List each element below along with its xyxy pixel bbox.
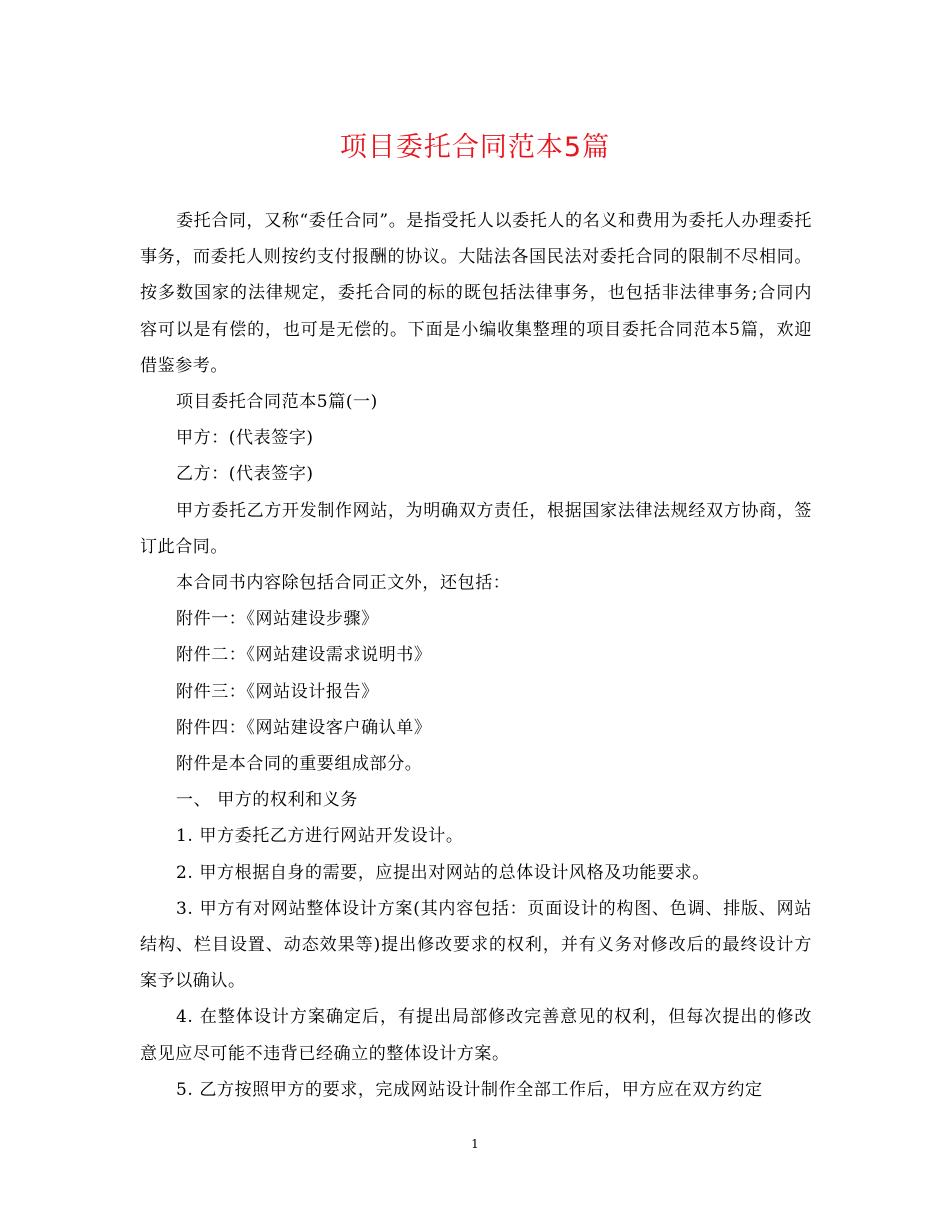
paragraph-contents: 本合同书内容除包括合同正文外，还包括： [176, 573, 511, 594]
paragraph-intro: 委托合同，又称“委任合同”。是指受托人以委托人的名义和费用为委托人办理委托事务，而委托人则按约支付报酬的协议。大陆法各国民法对委托合同的限制不尽相同。按多数国家的法律规定，委托合同的标的既包括法律事务，也包括非法律事务;合同内容可以是有偿的，也可是无偿的。下面是小编收集整理的项目委托合同范本5篇，欢迎借鉴参考。 [140, 211, 812, 376]
paragraph-purpose: 甲方委托乙方开发制作网站，为明确双方责任，根据国家法律法规经双方协商，签订此合同。 [140, 500, 812, 557]
clause-4: 4. 在整体设计方案确定后，有提出局部修改完善意见的权利，但每次提出的修改意见应尽可能不违背已经确立的整体设计方案。 [140, 1007, 812, 1064]
section-heading-party-a-rights: 一、 甲方的权利和义务 [176, 790, 359, 811]
clause-3: 3. 甲方有对网站整体设计方案(其内容包括：页面设计的构图、色调、排版、网站结构、栏目设置、动态效果等)提出修改要求的权利，并有义务对修改后的最终设计方案予以确认。 [140, 898, 812, 992]
paragraph-party-b: 乙方：(代表签字) [176, 464, 314, 485]
paragraph-attachment-1: 附件一：《网站建设步骤》 [176, 609, 379, 630]
paragraph-attachment-4: 附件四：《网站建设客户确认单》 [176, 717, 432, 738]
paragraph-contract-heading: 项目委托合同范本5篇(一) [176, 392, 378, 413]
paragraph-attachment-2: 附件二：《网站建设需求说明书》 [176, 645, 432, 666]
clause-2: 2. 甲方根据自身的需要，应提出对网站的总体设计风格及功能要求。 [176, 862, 710, 883]
clause-1: 1. 甲方委托乙方进行网站开发设计。 [176, 826, 464, 847]
paragraph-party-a: 甲方：(代表签字) [176, 428, 314, 449]
paragraph-attachments-note: 附件是本合同的重要组成部分。 [176, 754, 423, 775]
page-number: 1 [471, 1137, 479, 1151]
document-body [140, 203, 812, 1108]
document-title: 项目委托合同范本5篇 [339, 132, 611, 163]
clause-5: 5. 乙方按照甲方的要求，完成网站设计制作全部工作后，甲方应在双方约定 [176, 1079, 763, 1100]
paragraph-attachment-3: 附件三：《网站设计报告》 [176, 681, 379, 702]
